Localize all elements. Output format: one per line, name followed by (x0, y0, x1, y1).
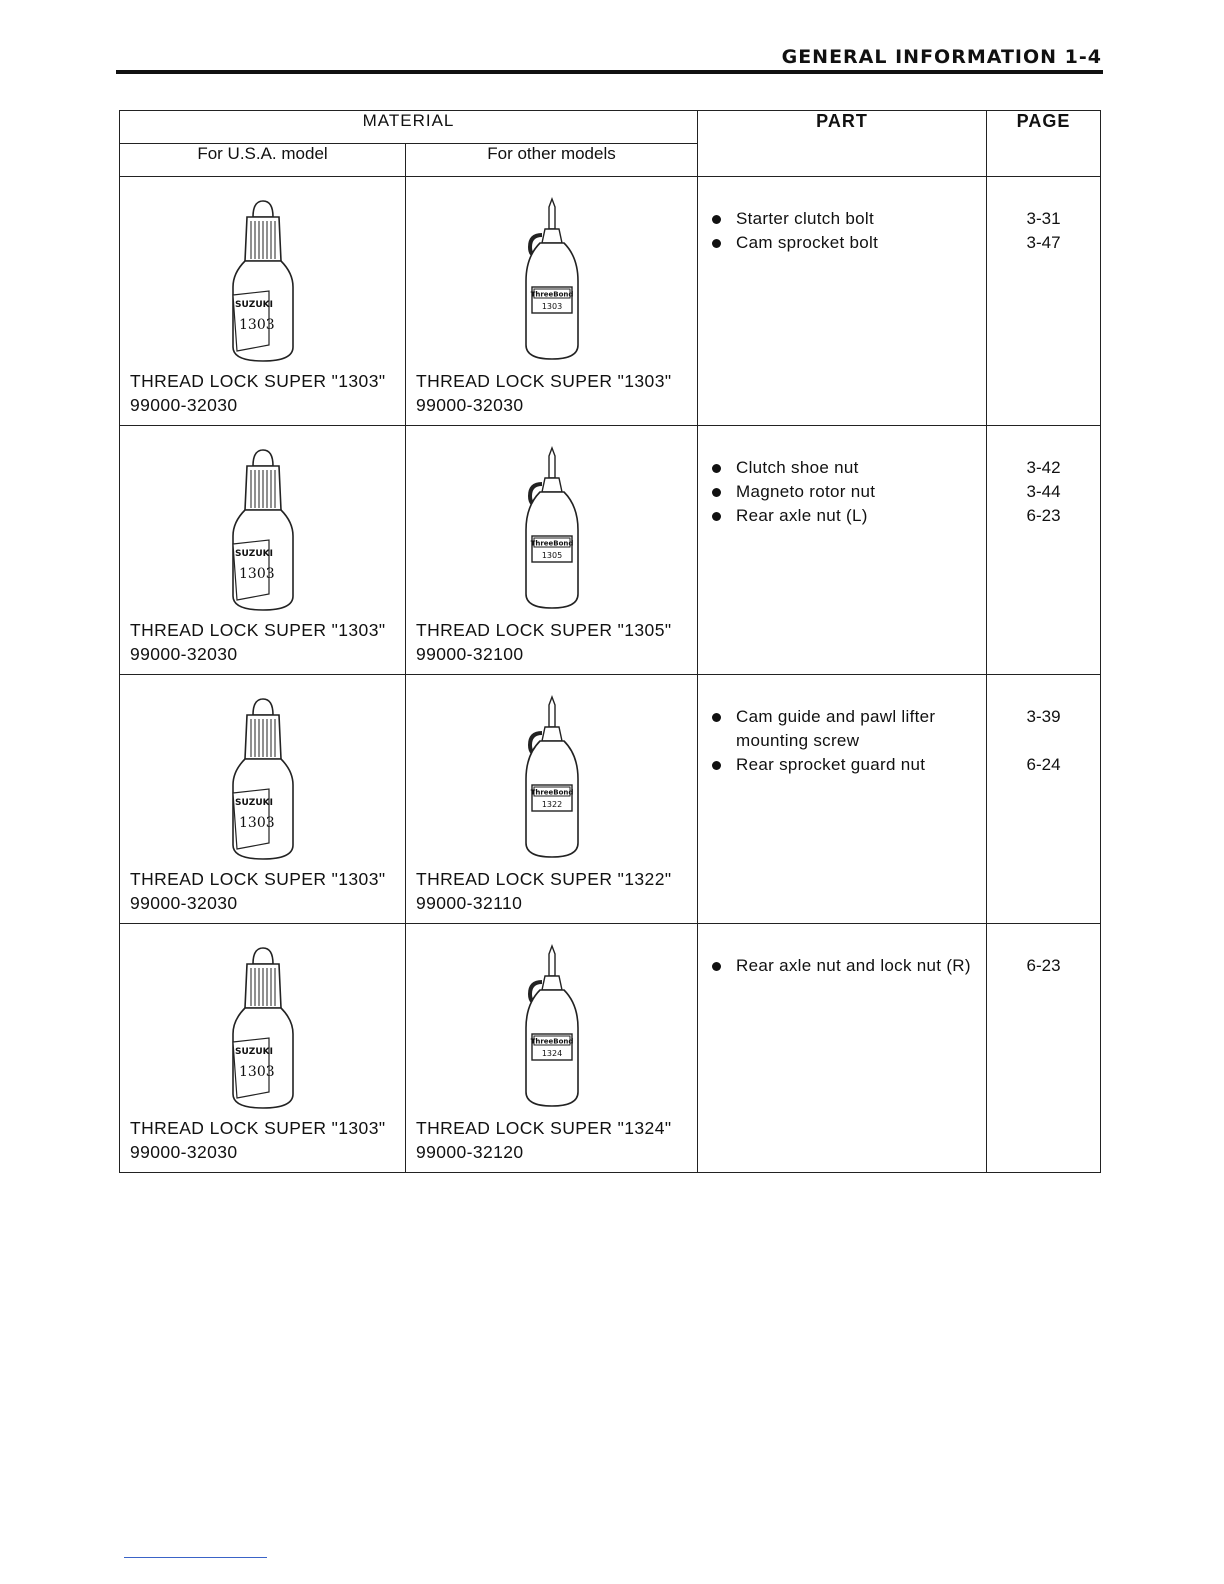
page-cell (987, 426, 1101, 675)
page-ref: 3-44 (1026, 482, 1061, 501)
suzuki-bottle-icon (223, 195, 303, 365)
header-rule (116, 70, 1103, 74)
suzuki-bottle-icon (223, 693, 303, 863)
bullet-icon (712, 512, 721, 521)
table-row (120, 426, 1101, 675)
table-row (120, 675, 1101, 924)
svg-text:ThreeBond: ThreeBond (530, 788, 573, 797)
svg-text:1324: 1324 (541, 1049, 562, 1058)
part-cell (698, 675, 987, 924)
other-material-cell (406, 426, 698, 675)
bullet-icon (712, 464, 721, 473)
threebond-bottle-icon (512, 693, 592, 863)
threebond-bottle-icon (512, 195, 592, 365)
other-product-code: 99000-32100 (416, 644, 524, 664)
page-ref: 3-39 (1026, 707, 1061, 726)
bullet-icon (712, 488, 721, 497)
other-product-code: 99000-32110 (416, 893, 523, 913)
usa-product-code: 99000-32030 (130, 1142, 238, 1162)
part-cell (698, 177, 987, 426)
svg-text:ThreeBond: ThreeBond (530, 1037, 573, 1046)
page-cell (987, 924, 1101, 1173)
svg-text:1303: 1303 (541, 302, 562, 311)
usa-product-code: 99000-32030 (130, 644, 238, 664)
threebond-bottle-icon (512, 444, 592, 614)
usa-product-code: 99000-32030 (130, 395, 238, 415)
page-ref: 6-24 (1026, 755, 1061, 774)
usa-product-name: THREAD LOCK SUPER "1303" (130, 1118, 386, 1138)
footer-link-underline (124, 1557, 267, 1558)
bullet-icon (712, 239, 721, 248)
svg-text:1303: 1303 (238, 566, 275, 582)
other-models-header: For other models (406, 144, 698, 177)
usa-product-code: 99000-32030 (130, 893, 238, 913)
page-ref: 3-42 (1026, 458, 1061, 477)
bullet-icon (712, 761, 721, 770)
page-cell (987, 675, 1101, 924)
list-item: Cam guide and pawl lifter mounting screw (712, 705, 986, 753)
usa-material-cell (120, 426, 406, 675)
other-product-name: THREAD LOCK SUPER "1324" (416, 1118, 672, 1138)
svg-text:SUZUKI: SUZUKI (234, 1047, 273, 1057)
page-ref: 6-23 (1026, 956, 1061, 975)
svg-text:1322: 1322 (541, 800, 562, 809)
svg-text:SUZUKI: SUZUKI (234, 300, 273, 310)
page-ref: 3-31 (1026, 209, 1061, 228)
bullet-icon (712, 215, 721, 224)
usa-model-header: For U.S.A. model (120, 144, 406, 177)
other-material-cell (406, 924, 698, 1173)
material-table (119, 110, 1101, 1173)
usa-product-name: THREAD LOCK SUPER "1303" (130, 371, 386, 391)
bullet-icon (712, 713, 721, 722)
page-header: PAGE (987, 111, 1101, 177)
svg-text:1305: 1305 (541, 551, 562, 560)
suzuki-bottle-icon (223, 942, 303, 1112)
svg-text:ThreeBond: ThreeBond (530, 539, 573, 548)
page-ref: 6-23 (1026, 506, 1061, 525)
list-item: Cam sprocket bolt (712, 231, 986, 255)
other-material-cell (406, 675, 698, 924)
svg-text:SUZUKI: SUZUKI (234, 798, 273, 808)
usa-material-cell (120, 177, 406, 426)
svg-text:SUZUKI: SUZUKI (234, 549, 273, 559)
list-item: Clutch shoe nut (712, 456, 986, 480)
threebond-bottle-icon (512, 942, 592, 1112)
other-product-name: THREAD LOCK SUPER "1305" (416, 620, 672, 640)
suzuki-bottle-icon (223, 444, 303, 614)
part-cell (698, 924, 987, 1173)
part-header: PART (698, 111, 987, 177)
other-material-cell (406, 177, 698, 426)
other-product-code: 99000-32030 (416, 395, 524, 415)
bullet-icon (712, 962, 721, 971)
material-header: MATERIAL (120, 111, 698, 144)
page-header-title: GENERAL INFORMATION 1-4 (781, 46, 1102, 68)
list-item: Starter clutch bolt (712, 207, 986, 231)
other-product-code: 99000-32120 (416, 1142, 524, 1162)
usa-material-cell (120, 924, 406, 1173)
svg-text:1303: 1303 (238, 317, 275, 333)
usa-product-name: THREAD LOCK SUPER "1303" (130, 869, 386, 889)
svg-text:1303: 1303 (238, 815, 275, 831)
part-cell (698, 426, 987, 675)
usa-product-name: THREAD LOCK SUPER "1303" (130, 620, 386, 640)
list-item: Rear sprocket guard nut (712, 753, 986, 777)
table-row (120, 924, 1101, 1173)
other-product-name: THREAD LOCK SUPER "1303" (416, 371, 672, 391)
page-cell (987, 177, 1101, 426)
table-row (120, 177, 1101, 426)
page-ref: 3-47 (1026, 233, 1061, 252)
usa-material-cell (120, 675, 406, 924)
svg-text:1303: 1303 (238, 1064, 275, 1080)
other-product-name: THREAD LOCK SUPER "1322" (416, 869, 672, 889)
list-item: Magneto rotor nut (712, 480, 986, 504)
list-item: Rear axle nut and lock nut (R) (712, 954, 986, 978)
svg-text:ThreeBond: ThreeBond (530, 290, 573, 299)
list-item: Rear axle nut (L) (712, 504, 986, 528)
